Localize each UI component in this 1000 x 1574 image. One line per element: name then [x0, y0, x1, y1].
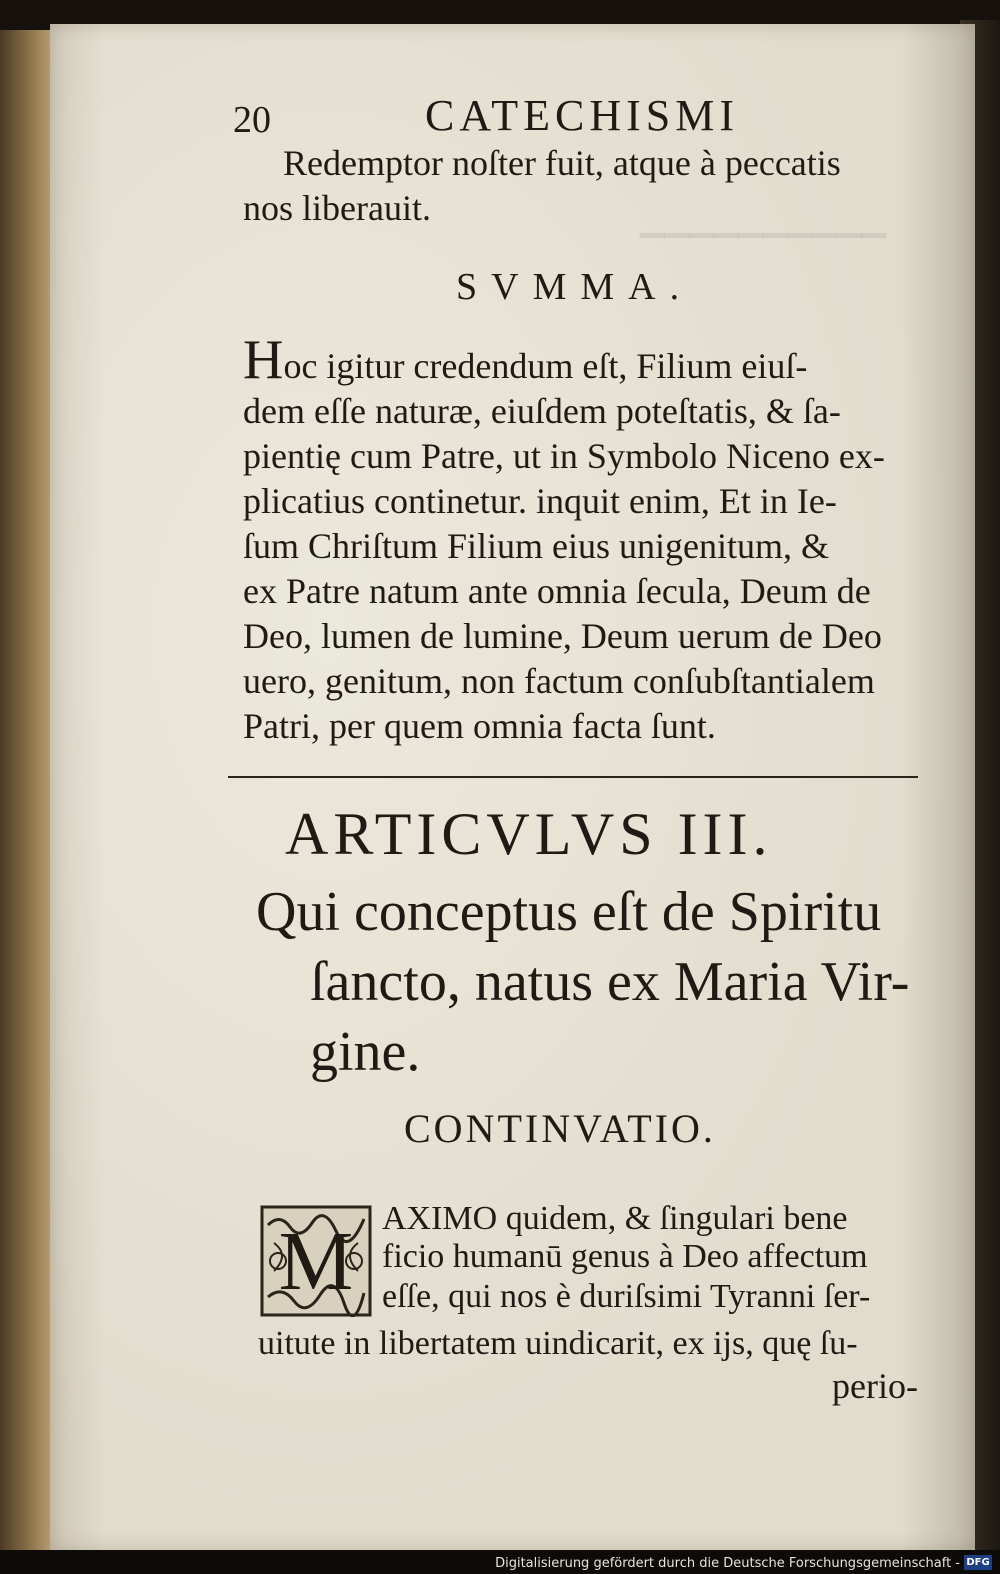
intro-line-2: nos liberauit.: [243, 188, 431, 228]
catchword: perio-: [832, 1366, 918, 1406]
section-divider: [228, 776, 918, 778]
summa-line-6: ex Patre natum ante omnia ſecula, Deum de: [243, 571, 871, 611]
summa-line-9: Patri, per quem omnia facta ſunt.: [243, 706, 716, 746]
summa-line-2: dem eſſe naturæ, eiuſdem poteſtatis, & ſa-: [243, 391, 841, 431]
article-title: ARTICVLVS III.: [285, 801, 773, 867]
book-cover-edge-left: [0, 30, 52, 1550]
continuatio-line-3: eſſe, qui nos è duriſsimi Tyranni ſer-: [382, 1278, 871, 1315]
ornamental-initial-icon: [260, 1205, 372, 1317]
continuatio-line-2: ficio humanū genus à Deo affectum: [382, 1238, 868, 1275]
summa-heading: SVMMA.: [456, 266, 694, 308]
article-heading-line-3: gine.: [310, 1021, 421, 1083]
dfg-logo-icon: DFG: [964, 1555, 992, 1570]
continuatio-line-1: AXIMO quidem, & ſingulari bene: [382, 1200, 848, 1237]
continuatio-heading: CONTINVATIO.: [404, 1106, 716, 1151]
summa-line-4: plicatius continetur. inquit enim, Et in Ie-: [243, 481, 837, 521]
continuatio-line-4: uitute in libertatem uindicarit, ex ijs, quę ſu-: [258, 1325, 858, 1362]
ornamental-initial: [260, 1205, 372, 1317]
funding-credit: Digitalisierung gefördert durch die Deutsche Forschungsgemeinschaft -: [495, 1556, 960, 1571]
summa-line-1: Hoc igitur credendum eſt, Filium eiuſ-: [243, 329, 808, 391]
summa-line-7: Deo, lumen de lumine, Deum uerum de Deo: [243, 616, 882, 656]
summa-dropcap: H: [243, 329, 284, 391]
page-number: 20: [233, 99, 271, 141]
article-heading-line-2: ſancto, natus ex Maria Vir-: [310, 951, 910, 1013]
svg-text:M: M: [278, 1215, 354, 1308]
summa-line-8: uero, genitum, non factum conſubſtantialem: [243, 661, 875, 701]
bleed-through-texture: ▁▁▁▁▁▁▁▁▁▁: [640, 201, 887, 237]
footer-band: [0, 1550, 1000, 1574]
intro-line-1: Redemptor noſter fuit, atque à peccatis: [283, 143, 841, 183]
article-heading-line-1: Qui conceptus eſt de Spiritu: [256, 881, 882, 943]
summa-line-3: pientię cum Patre, ut in Symbolo Niceno ex-: [243, 436, 885, 476]
summa-paragraph: [243, 329, 928, 749]
running-title: CATECHISMI: [425, 91, 740, 140]
summa-line-5: ſum Chriſtum Filium eius unigenitum, &: [243, 526, 830, 566]
book-page: [50, 24, 975, 1550]
